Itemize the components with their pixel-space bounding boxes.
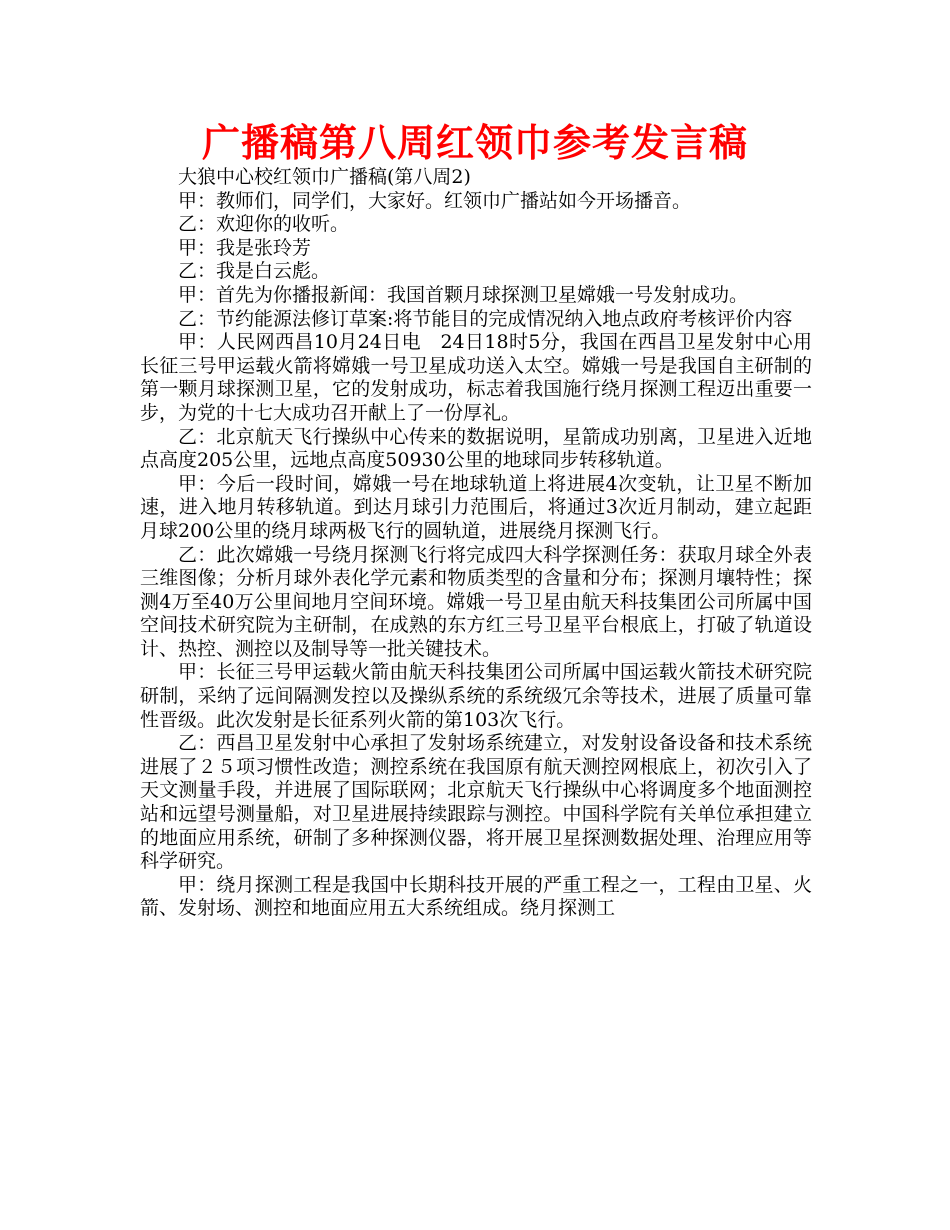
paragraph: 甲：我是张玲芳	[178, 236, 312, 259]
paragraph: 乙：此次嫦娥一号绕月探测飞行将完成四大科学探测任务：获取月球全外表三维图像；分析月球外表化学元素和物质类型的含量和分布；探测月壤特性；探测4万至40万公里间地月空间环境。嫦娥一号卫星由航天科技集团公司所属中国空间技术研究院为主研制，在成熟的东方红三号卫星平台根底上，打破了轨道设计、热控、测控以及制导等一批关键技术。	[140, 543, 812, 660]
document-title: 广播稿第八周红领巾参考发言稿	[201, 121, 748, 165]
paragraph: 乙：北京航天飞行操纵中心传来的数据说明，星箭成功别离，卫星进入近地点高度205公里，远地点高度50930公里的地球同步转移轨道。	[140, 425, 812, 472]
paragraph: 乙：西昌卫星发射中心承担了发射场系统建立，对发射设备设备和技术系统进展了２５项习惯性改造；测控系统在我国原有航天测控网根底上，初次引入了天文测量手段，并进展了国际联网；北京航天飞行操纵中心将调度多个地面测控站和远望号测量船，对卫星进展持续跟踪与测控。中国科学院有关单位承担建立的地面应用系统，研制了多种探测仪器，将开展卫星探测数据处理、治理应用等科学研究。	[140, 732, 812, 873]
paragraph: 甲：长征三号甲运载火箭由航天科技集团公司所属中国运载火箭技术研究院研制，采纳了远间隔测发控以及操纵系统的系统级冗余等技术，进展了质量可靠性晋级。此次发射是长征系列火箭的第103次飞行。	[140, 661, 812, 731]
paragraph: 乙：欢迎你的收听。	[178, 213, 350, 236]
paragraph: 甲：教师们，同学们，大家好。红领巾广播站如今开场播音。	[178, 189, 692, 212]
paragraph: 大狼中心校红领巾广播稿(第八周2)	[178, 166, 471, 188]
paragraph: 甲：首先为你播报新闻：我国首颗月球探测卫星嫦娥一号发射成功。	[178, 283, 749, 306]
paragraph: 甲：绕月探测工程是我国中长期科技开展的严重工程之一，工程由卫星、火箭、发射场、测控和地面应用五大系统组成。绕月探测工	[140, 873, 812, 920]
paragraph: 甲：今后一段时间，嫦娥一号在地球轨道上将进展4次变轨，让卫星不断加速，进入地月转移轨道。到达月球引力范围后，将通过3次近月制动，建立起距月球200公里的绕月球两极飞行的圆轨道，进展绕月探测飞行。	[140, 472, 812, 542]
paragraph: 甲：人民网西昌10月24日电 24日18时5分，我国在西昌卫星发射中心用长征三号甲运载火箭将嫦娥一号卫星成功送入太空。嫦娥一号是我国自主研制的第一颗月球探测卫星，它的发射成功，标志着我国施行绕月探测工程迈出重要一步，为党的十七大成功召开献上了一份厚礼。	[140, 331, 812, 424]
document-body	[140, 166, 812, 921]
paragraph: 乙：节约能源法修订草案:将节能目的完成情况纳入地点政府考核评价内容	[178, 307, 793, 330]
paragraph: 乙：我是白云彪。	[178, 260, 331, 283]
